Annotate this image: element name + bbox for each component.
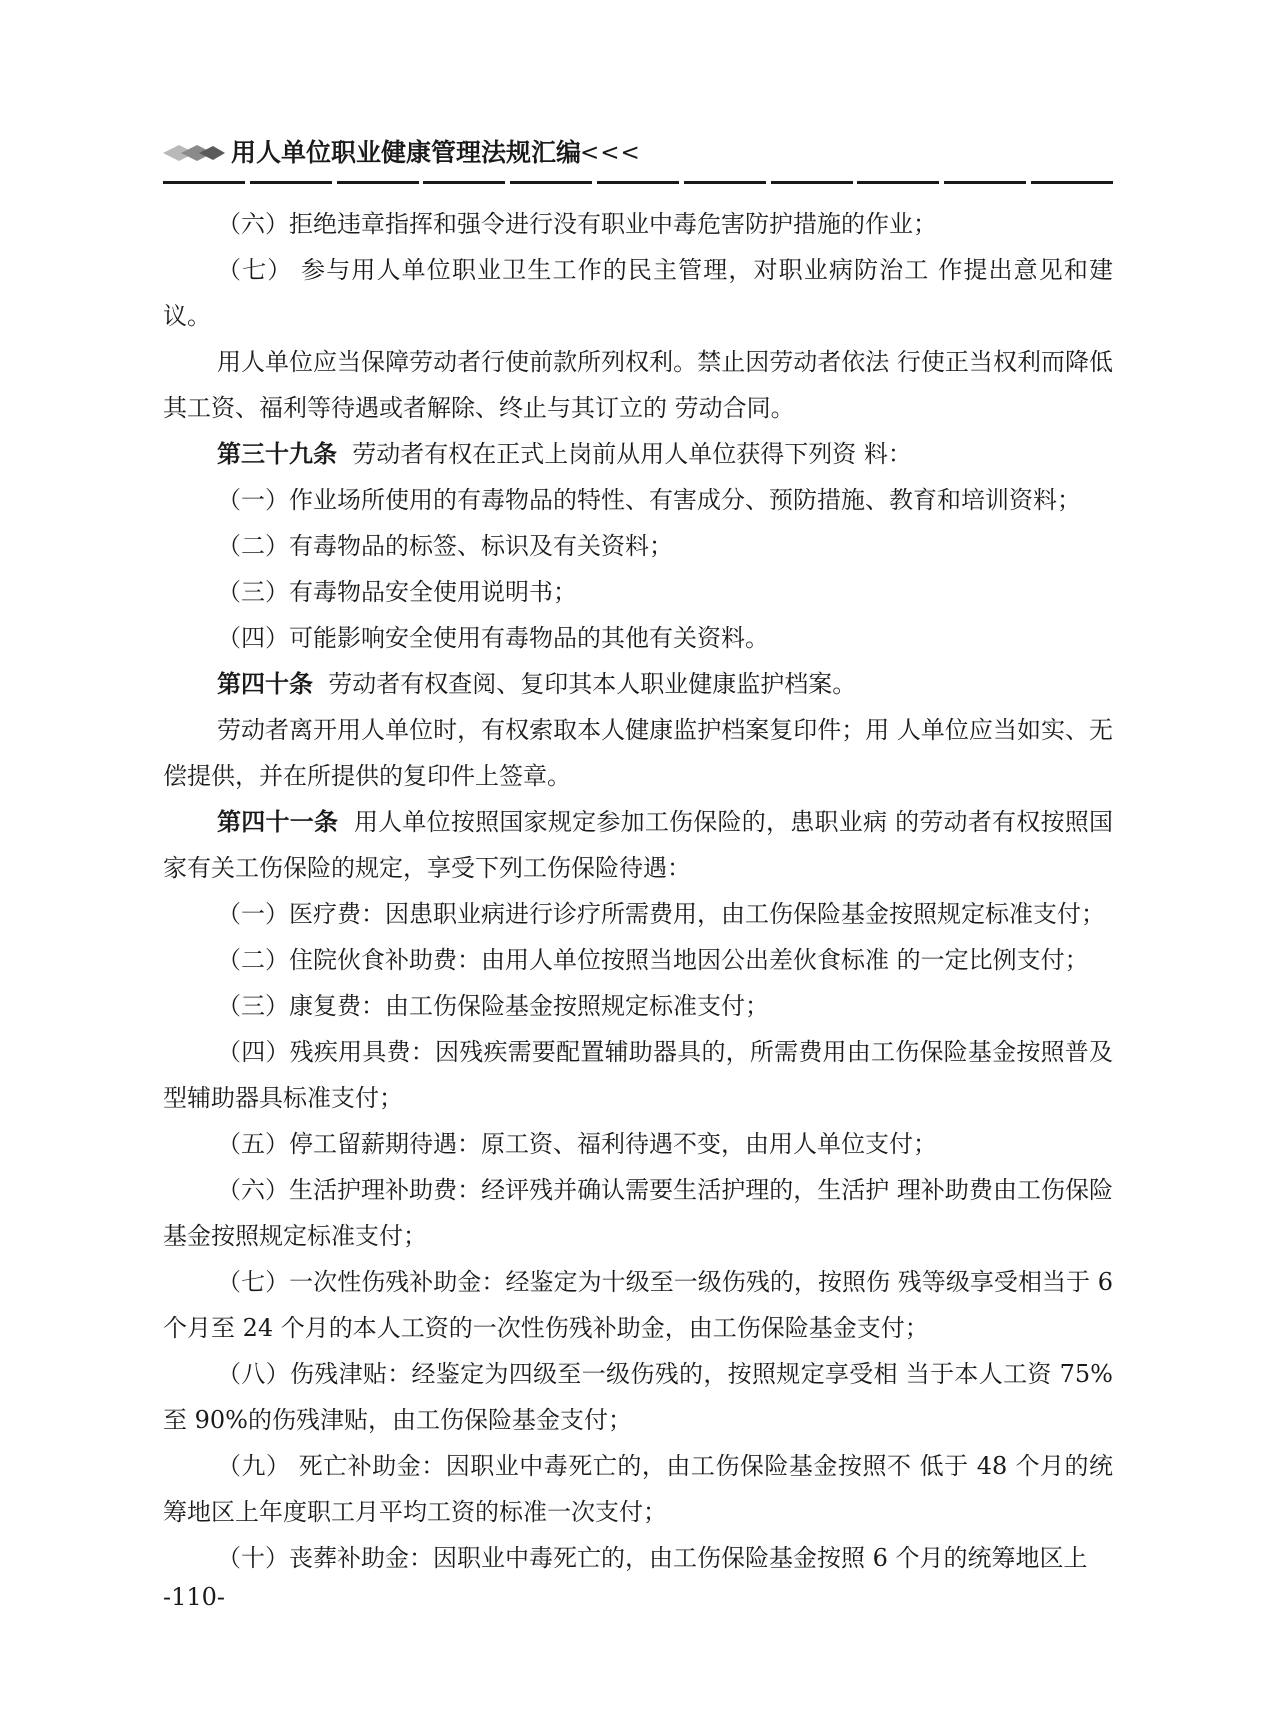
paragraph-text: （八）伤残津贴：经鉴定为四级至一级伤残的，按照规定享受相 当于本人工资 75% 至 90%的伤残津贴，由工伤保险基金支付； <box>163 1360 1121 1434</box>
paragraph-text: （四）残疾用具费：因残疾需要配置辅助器具的，所需费用由工伤保险基金按照普及型辅助器具标准支付； <box>163 1038 1113 1112</box>
paragraph-text: （一）作业场所使用的有毒物品的特性、有害成分、预防措施、教育和培训资料； <box>217 486 1081 514</box>
paragraph <box>163 1167 1113 1259</box>
book-title: 用人单位职业健康管理法规汇编 <box>231 138 582 167</box>
paragraph <box>163 937 1113 983</box>
paragraph-text: 劳动者有权在正式上岗前从用人单位获得下列资 料： <box>337 440 912 468</box>
article-number: 第三十九条 <box>217 440 337 468</box>
paragraph <box>163 247 1113 339</box>
header-chevrons: <<< <box>580 140 641 166</box>
paragraph <box>163 1121 1113 1167</box>
paragraph-text: 劳动者离开用人单位时，有权索取本人健康监护档案复印件；用 人单位应当如实、无偿提供，并在所提供的复印件上签章。 <box>163 716 1113 790</box>
paragraph <box>163 661 1113 707</box>
paragraph <box>163 339 1113 431</box>
article-number: 第四十一条 <box>217 808 339 836</box>
paragraph <box>163 1351 1121 1443</box>
paragraph <box>163 1535 1113 1581</box>
paragraph-text: （四）可能影响安全使用有毒物品的其他有关资料。 <box>217 624 769 652</box>
paragraph <box>163 201 1113 247</box>
article-number: 第四十条 <box>217 670 313 698</box>
paragraph <box>163 983 1113 1029</box>
paragraph <box>163 477 1113 523</box>
paragraph <box>163 707 1113 799</box>
running-header <box>163 138 1113 168</box>
body-text <box>163 201 1121 1581</box>
header-dashed-rule <box>163 181 1113 184</box>
paragraph <box>163 615 1113 661</box>
paragraph <box>163 569 1113 615</box>
paragraph-text: 用人单位按照国家规定参加工伤保险的，患职业病 的劳动者有权按照国家有关工伤保险的规定，享受下列工伤保险待遇： <box>163 808 1113 882</box>
paragraph-text: （三）有毒物品安全使用说明书； <box>217 578 577 606</box>
paragraph <box>163 523 1113 569</box>
paragraph <box>163 1443 1113 1535</box>
paragraph <box>163 891 1113 937</box>
paragraph-text: （一）医疗费：因患职业病进行诊疗所需费用，由工伤保险基金按照规定标准支付； <box>217 900 1105 928</box>
paragraph-text: （六）拒绝违章指挥和强令进行没有职业中毒危害防护措施的作业； <box>217 210 937 238</box>
paragraph-text: （六）生活护理补助费：经评残并确认需要生活护理的，生活护 理补助费由工伤保险基金按照规定标准支付； <box>163 1176 1113 1250</box>
paragraph <box>163 1259 1121 1351</box>
paragraph <box>163 799 1113 891</box>
paragraph-text: （十）丧葬补助金：因职业中毒死亡的，由工伤保险基金按照 6 个月的统筹地区上 <box>217 1544 1088 1572</box>
paragraph-text: 用人单位应当保障劳动者行使前款所列权利。禁止因劳动者依法 行使正当权利而降低其工资、福利等待遇或者解除、终止与其订立的 劳动合同。 <box>163 348 1113 422</box>
paragraph-text: （七）一次性伤残补助金：经鉴定为十级至一级伤残的，按照伤 残等级享受相当于 6 个月至 24 个月的本人工资的一次性伤残补助金，由工伤保险基金支付； <box>163 1268 1121 1342</box>
paragraph-text: （二）有毒物品的标签、标识及有关资料； <box>217 532 673 560</box>
paragraph <box>163 431 1113 477</box>
paragraph <box>163 1029 1113 1121</box>
paragraph-text: （五）停工留薪期待遇：原工资、福利待遇不变，由用人单位支付； <box>217 1130 937 1158</box>
paragraph-text: 劳动者有权查阅、复印其本人职业健康监护档案。 <box>313 670 857 698</box>
paragraph-text: （七） 参与用人单位职业卫生工作的民主管理，对职业病防治工 作提出意见和建议。 <box>163 256 1113 330</box>
paragraph-text: （九） 死亡补助金：因职业中毒死亡的，由工伤保险基金按照不 低于 48 个月的统筹地区上年度职工月平均工资的标准一次支付； <box>163 1452 1113 1526</box>
page-number: -110- <box>163 1583 226 1611</box>
paragraph-text: （三）康复费：由工伤保险基金按照规定标准支付； <box>217 992 769 1020</box>
paragraph-text: （二）住院伙食补助费：由用人单位按照当地因公出差伙食标准 的一定比例支付； <box>217 946 1089 974</box>
double-diamond-logo-icon <box>163 142 225 164</box>
